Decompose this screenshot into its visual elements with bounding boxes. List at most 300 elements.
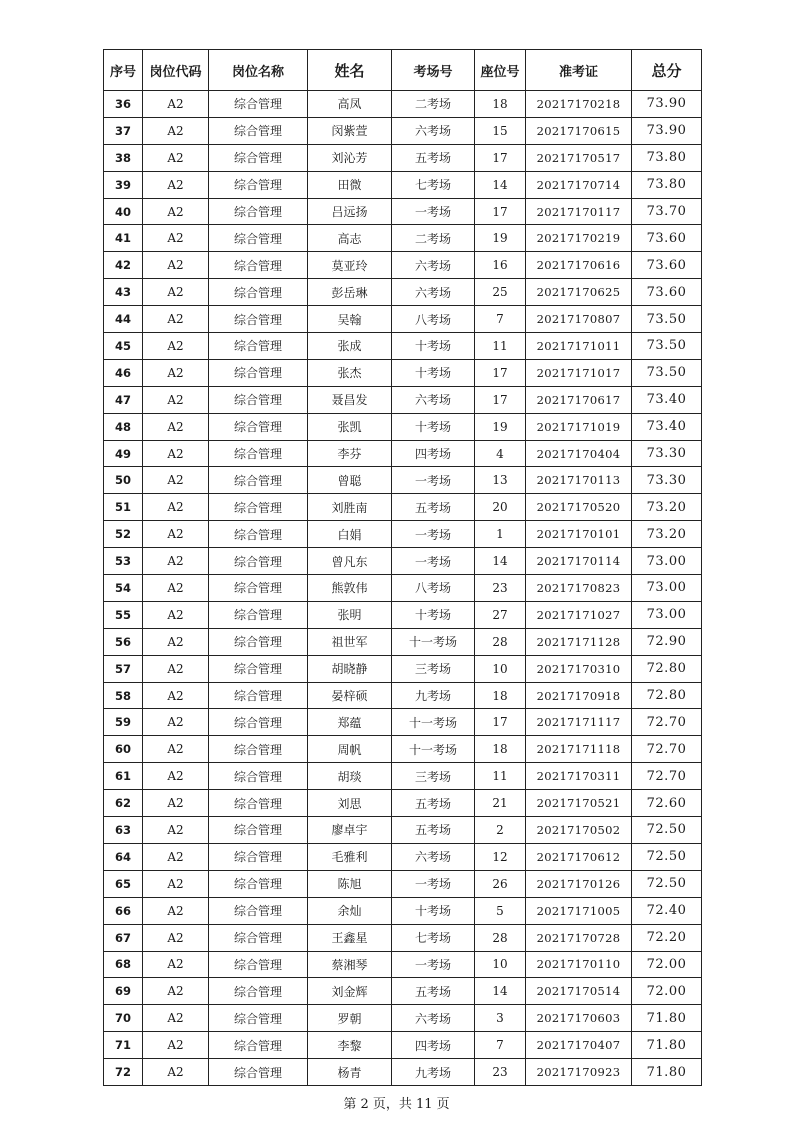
table-row — [104, 198, 702, 225]
score-cell: 73.20 — [632, 521, 702, 548]
seq-cell: 50 — [104, 467, 143, 494]
score-cell: 73.00 — [632, 601, 702, 628]
post-code-cell: A2 — [143, 628, 209, 655]
name-cell: 郑蕴 — [308, 709, 392, 736]
name-cell: 胡晓静 — [308, 655, 392, 682]
score-cell: 73.00 — [632, 575, 702, 602]
name-cell: 蔡湘琴 — [308, 951, 392, 978]
room-cell: 六考场 — [392, 1005, 475, 1032]
seq-cell: 48 — [104, 413, 143, 440]
room-cell: 五考场 — [392, 817, 475, 844]
name-cell: 张杰 — [308, 359, 392, 386]
seat-cell: 25 — [475, 279, 526, 306]
ticket-cell: 20217170404 — [526, 440, 632, 467]
ticket-cell: 20217170311 — [526, 763, 632, 790]
post-name-cell: 综合管理 — [209, 171, 308, 198]
post-code-cell: A2 — [143, 897, 209, 924]
room-cell: 一考场 — [392, 521, 475, 548]
post-code-cell: A2 — [143, 709, 209, 736]
room-cell: 七考场 — [392, 924, 475, 951]
seq-cell: 46 — [104, 359, 143, 386]
post-name-cell: 综合管理 — [209, 817, 308, 844]
ticket-cell: 20217170126 — [526, 870, 632, 897]
name-cell: 周帆 — [308, 736, 392, 763]
post-code-cell: A2 — [143, 521, 209, 548]
score-cell: 73.40 — [632, 386, 702, 413]
seq-cell: 70 — [104, 1005, 143, 1032]
post-code-cell: A2 — [143, 655, 209, 682]
room-cell: 四考场 — [392, 440, 475, 467]
name-cell: 张凯 — [308, 413, 392, 440]
score-cell: 71.80 — [632, 1005, 702, 1032]
score-cell: 73.50 — [632, 359, 702, 386]
name-cell: 刘沁芳 — [308, 144, 392, 171]
ticket-cell: 20217170114 — [526, 548, 632, 575]
seq-cell: 62 — [104, 790, 143, 817]
post-code-cell: A2 — [143, 171, 209, 198]
post-name-cell: 综合管理 — [209, 575, 308, 602]
name-cell: 熊敦伟 — [308, 575, 392, 602]
seq-cell: 65 — [104, 870, 143, 897]
table-row — [104, 817, 702, 844]
room-cell: 十一考场 — [392, 709, 475, 736]
name-cell: 聂昌发 — [308, 386, 392, 413]
name-cell: 余灿 — [308, 897, 392, 924]
room-cell: 五考场 — [392, 494, 475, 521]
room-cell: 八考场 — [392, 575, 475, 602]
room-cell: 十一考场 — [392, 628, 475, 655]
table-row — [104, 870, 702, 897]
post-code-cell: A2 — [143, 601, 209, 628]
table-row — [104, 548, 702, 575]
post-code-cell: A2 — [143, 1032, 209, 1059]
name-cell: 白娟 — [308, 521, 392, 548]
seat-cell: 28 — [475, 924, 526, 951]
seq-cell: 71 — [104, 1032, 143, 1059]
seat-cell: 17 — [475, 144, 526, 171]
name-cell: 闵紫萱 — [308, 117, 392, 144]
post-code-cell: A2 — [143, 467, 209, 494]
seat-cell: 23 — [475, 575, 526, 602]
post-name-cell: 综合管理 — [209, 91, 308, 118]
header-seq: 序号 — [104, 50, 143, 91]
ticket-cell: 20217170923 — [526, 1059, 632, 1086]
post-name-cell: 综合管理 — [209, 682, 308, 709]
name-cell: 张成 — [308, 333, 392, 360]
seq-cell: 60 — [104, 736, 143, 763]
room-cell: 六考场 — [392, 252, 475, 279]
seq-cell: 43 — [104, 279, 143, 306]
post-name-cell: 综合管理 — [209, 709, 308, 736]
name-cell: 田微 — [308, 171, 392, 198]
seat-cell: 26 — [475, 870, 526, 897]
post-name-cell: 综合管理 — [209, 978, 308, 1005]
seat-cell: 7 — [475, 306, 526, 333]
post-code-cell: A2 — [143, 548, 209, 575]
ticket-cell: 20217170728 — [526, 924, 632, 951]
ticket-cell: 20217171017 — [526, 359, 632, 386]
post-name-cell: 综合管理 — [209, 951, 308, 978]
room-cell: 六考场 — [392, 279, 475, 306]
score-cell: 72.70 — [632, 736, 702, 763]
seat-cell: 28 — [475, 628, 526, 655]
seat-cell: 17 — [475, 709, 526, 736]
ticket-cell: 20217170113 — [526, 467, 632, 494]
seq-cell: 72 — [104, 1059, 143, 1086]
score-cell: 73.40 — [632, 413, 702, 440]
seat-cell: 7 — [475, 1032, 526, 1059]
table-row — [104, 306, 702, 333]
seq-cell: 49 — [104, 440, 143, 467]
post-name-cell: 综合管理 — [209, 467, 308, 494]
post-code-cell: A2 — [143, 252, 209, 279]
post-name-cell: 综合管理 — [209, 897, 308, 924]
score-cell: 72.20 — [632, 924, 702, 951]
table-row — [104, 494, 702, 521]
table-row — [104, 1032, 702, 1059]
seat-cell: 10 — [475, 655, 526, 682]
ticket-cell: 20217170603 — [526, 1005, 632, 1032]
name-cell: 晏梓硕 — [308, 682, 392, 709]
table-row — [104, 763, 702, 790]
score-cell: 73.80 — [632, 144, 702, 171]
table-row — [104, 359, 702, 386]
seat-cell: 12 — [475, 843, 526, 870]
ticket-cell: 20217170625 — [526, 279, 632, 306]
room-cell: 十考场 — [392, 897, 475, 924]
ticket-cell: 20217171011 — [526, 333, 632, 360]
ticket-cell: 20217171118 — [526, 736, 632, 763]
name-cell: 杨青 — [308, 1059, 392, 1086]
score-cell: 71.80 — [632, 1032, 702, 1059]
seq-cell: 57 — [104, 655, 143, 682]
room-cell: 一考场 — [392, 198, 475, 225]
seq-cell: 58 — [104, 682, 143, 709]
table-row — [104, 601, 702, 628]
ticket-cell: 20217170714 — [526, 171, 632, 198]
room-cell: 十考场 — [392, 359, 475, 386]
seat-cell: 14 — [475, 171, 526, 198]
seat-cell: 14 — [475, 548, 526, 575]
post-name-cell: 综合管理 — [209, 763, 308, 790]
ticket-cell: 20217170615 — [526, 117, 632, 144]
ticket-cell: 20217170117 — [526, 198, 632, 225]
room-cell: 八考场 — [392, 306, 475, 333]
post-name-cell: 综合管理 — [209, 252, 308, 279]
ticket-cell: 20217170310 — [526, 655, 632, 682]
seat-cell: 27 — [475, 601, 526, 628]
header-post-code: 岗位代码 — [143, 50, 209, 91]
post-code-cell: A2 — [143, 682, 209, 709]
table-row — [104, 91, 702, 118]
seat-cell: 19 — [475, 413, 526, 440]
score-cell: 72.90 — [632, 628, 702, 655]
table-row — [104, 978, 702, 1005]
post-code-cell: A2 — [143, 843, 209, 870]
seq-cell: 41 — [104, 225, 143, 252]
post-code-cell: A2 — [143, 279, 209, 306]
seq-cell: 51 — [104, 494, 143, 521]
room-cell: 五考场 — [392, 790, 475, 817]
name-cell: 刘思 — [308, 790, 392, 817]
seq-cell: 54 — [104, 575, 143, 602]
post-code-cell: A2 — [143, 1005, 209, 1032]
seq-cell: 66 — [104, 897, 143, 924]
ticket-cell: 20217170219 — [526, 225, 632, 252]
table-row — [104, 117, 702, 144]
seq-cell: 37 — [104, 117, 143, 144]
name-cell: 曾凡东 — [308, 548, 392, 575]
post-name-cell: 综合管理 — [209, 117, 308, 144]
post-name-cell: 综合管理 — [209, 843, 308, 870]
table-row — [104, 709, 702, 736]
room-cell: 九考场 — [392, 682, 475, 709]
table-row — [104, 736, 702, 763]
post-name-cell: 综合管理 — [209, 144, 308, 171]
post-code-cell: A2 — [143, 440, 209, 467]
name-cell: 吴翰 — [308, 306, 392, 333]
name-cell: 莫亚玲 — [308, 252, 392, 279]
table-row — [104, 790, 702, 817]
seq-cell: 42 — [104, 252, 143, 279]
seq-cell: 36 — [104, 91, 143, 118]
name-cell: 曾聪 — [308, 467, 392, 494]
room-cell: 一考场 — [392, 951, 475, 978]
name-cell: 陈旭 — [308, 870, 392, 897]
room-cell: 六考场 — [392, 386, 475, 413]
ticket-cell: 20217170514 — [526, 978, 632, 1005]
post-code-cell: A2 — [143, 978, 209, 1005]
name-cell: 王鑫星 — [308, 924, 392, 951]
seq-cell: 64 — [104, 843, 143, 870]
post-name-cell: 综合管理 — [209, 333, 308, 360]
table-body — [104, 91, 702, 1086]
name-cell: 罗朝 — [308, 1005, 392, 1032]
seat-cell: 4 — [475, 440, 526, 467]
header-room: 考场号 — [392, 50, 475, 91]
score-cell: 72.60 — [632, 790, 702, 817]
seq-cell: 53 — [104, 548, 143, 575]
seat-cell: 10 — [475, 951, 526, 978]
seq-cell: 52 — [104, 521, 143, 548]
ticket-cell: 20217170807 — [526, 306, 632, 333]
score-cell: 73.30 — [632, 467, 702, 494]
score-table — [103, 49, 702, 1086]
name-cell: 李芬 — [308, 440, 392, 467]
table-row — [104, 897, 702, 924]
post-name-cell: 综合管理 — [209, 924, 308, 951]
room-cell: 九考场 — [392, 1059, 475, 1086]
table-header-row — [104, 50, 702, 91]
post-name-cell: 综合管理 — [209, 386, 308, 413]
seq-cell: 59 — [104, 709, 143, 736]
post-name-cell: 综合管理 — [209, 1032, 308, 1059]
table-row — [104, 467, 702, 494]
table-row — [104, 252, 702, 279]
table-row — [104, 225, 702, 252]
name-cell: 张明 — [308, 601, 392, 628]
post-code-cell: A2 — [143, 386, 209, 413]
seq-cell: 44 — [104, 306, 143, 333]
table-row — [104, 440, 702, 467]
table-row — [104, 951, 702, 978]
ticket-cell: 20217171128 — [526, 628, 632, 655]
seat-cell: 15 — [475, 117, 526, 144]
table-row — [104, 521, 702, 548]
post-name-cell: 综合管理 — [209, 306, 308, 333]
name-cell: 廖卓宇 — [308, 817, 392, 844]
post-code-cell: A2 — [143, 817, 209, 844]
page-footer: 第 2 页，共 11 页 — [343, 1097, 450, 1112]
seq-cell: 47 — [104, 386, 143, 413]
seat-cell: 19 — [475, 225, 526, 252]
seq-cell: 38 — [104, 144, 143, 171]
table-row — [104, 413, 702, 440]
seq-cell: 63 — [104, 817, 143, 844]
post-code-cell: A2 — [143, 575, 209, 602]
score-cell: 72.70 — [632, 709, 702, 736]
ticket-cell: 20217170517 — [526, 144, 632, 171]
seq-cell: 67 — [104, 924, 143, 951]
seat-cell: 18 — [475, 682, 526, 709]
seat-cell: 13 — [475, 467, 526, 494]
table-row — [104, 1005, 702, 1032]
score-cell: 73.50 — [632, 333, 702, 360]
post-name-cell: 综合管理 — [209, 628, 308, 655]
table-row — [104, 575, 702, 602]
score-cell: 73.90 — [632, 91, 702, 118]
score-table-container — [103, 49, 701, 1086]
seat-cell: 20 — [475, 494, 526, 521]
room-cell: 一考场 — [392, 870, 475, 897]
ticket-cell: 20217171005 — [526, 897, 632, 924]
room-cell: 五考场 — [392, 144, 475, 171]
seat-cell: 11 — [475, 333, 526, 360]
room-cell: 二考场 — [392, 225, 475, 252]
seat-cell: 16 — [475, 252, 526, 279]
name-cell: 吕远扬 — [308, 198, 392, 225]
seq-cell: 68 — [104, 951, 143, 978]
ticket-cell: 20217170502 — [526, 817, 632, 844]
name-cell: 高凤 — [308, 91, 392, 118]
ticket-cell: 20217170918 — [526, 682, 632, 709]
score-cell: 73.60 — [632, 279, 702, 306]
seat-cell: 5 — [475, 897, 526, 924]
score-cell: 72.00 — [632, 951, 702, 978]
seq-cell: 39 — [104, 171, 143, 198]
room-cell: 三考场 — [392, 763, 475, 790]
header-ticket: 准考证 — [526, 50, 632, 91]
header-seat: 座位号 — [475, 50, 526, 91]
name-cell: 高志 — [308, 225, 392, 252]
post-code-cell: A2 — [143, 951, 209, 978]
post-code-cell: A2 — [143, 494, 209, 521]
seq-cell: 45 — [104, 333, 143, 360]
ticket-cell: 20217170110 — [526, 951, 632, 978]
score-cell: 73.00 — [632, 548, 702, 575]
score-cell: 73.60 — [632, 225, 702, 252]
ticket-cell: 20217171027 — [526, 601, 632, 628]
room-cell: 一考场 — [392, 467, 475, 494]
post-code-cell: A2 — [143, 144, 209, 171]
seat-cell: 17 — [475, 386, 526, 413]
seat-cell: 23 — [475, 1059, 526, 1086]
ticket-cell: 20217170617 — [526, 386, 632, 413]
score-cell: 73.60 — [632, 252, 702, 279]
ticket-cell: 20217171019 — [526, 413, 632, 440]
score-cell: 72.70 — [632, 763, 702, 790]
room-cell: 四考场 — [392, 1032, 475, 1059]
header-total: 总分 — [632, 50, 702, 91]
seat-cell: 14 — [475, 978, 526, 1005]
seq-cell: 69 — [104, 978, 143, 1005]
name-cell: 祖世军 — [308, 628, 392, 655]
room-cell: 三考场 — [392, 655, 475, 682]
score-cell: 72.50 — [632, 843, 702, 870]
post-name-cell: 综合管理 — [209, 655, 308, 682]
table-row — [104, 843, 702, 870]
post-code-cell: A2 — [143, 790, 209, 817]
post-name-cell: 综合管理 — [209, 548, 308, 575]
header-post-name: 岗位名称 — [209, 50, 308, 91]
table-row — [104, 333, 702, 360]
name-cell: 胡琰 — [308, 763, 392, 790]
post-name-cell: 综合管理 — [209, 225, 308, 252]
room-cell: 七考场 — [392, 171, 475, 198]
score-cell: 73.20 — [632, 494, 702, 521]
post-code-cell: A2 — [143, 413, 209, 440]
post-name-cell: 综合管理 — [209, 1059, 308, 1086]
seq-cell: 40 — [104, 198, 143, 225]
ticket-cell: 20217170520 — [526, 494, 632, 521]
table-row — [104, 386, 702, 413]
score-cell: 72.00 — [632, 978, 702, 1005]
room-cell: 六考场 — [392, 117, 475, 144]
ticket-cell: 20217170218 — [526, 91, 632, 118]
seq-cell: 56 — [104, 628, 143, 655]
post-code-cell: A2 — [143, 1059, 209, 1086]
table-row — [104, 279, 702, 306]
ticket-cell: 20217170616 — [526, 252, 632, 279]
room-cell: 一考场 — [392, 548, 475, 575]
table-row — [104, 628, 702, 655]
seat-cell: 18 — [475, 91, 526, 118]
room-cell: 十考场 — [392, 413, 475, 440]
score-cell: 73.80 — [632, 171, 702, 198]
post-name-cell: 综合管理 — [209, 198, 308, 225]
post-code-cell: A2 — [143, 736, 209, 763]
score-cell: 72.40 — [632, 897, 702, 924]
post-code-cell: A2 — [143, 870, 209, 897]
post-name-cell: 综合管理 — [209, 521, 308, 548]
seat-cell: 21 — [475, 790, 526, 817]
post-name-cell: 综合管理 — [209, 279, 308, 306]
room-cell: 六考场 — [392, 843, 475, 870]
post-name-cell: 综合管理 — [209, 870, 308, 897]
ticket-cell: 20217170101 — [526, 521, 632, 548]
score-cell: 73.90 — [632, 117, 702, 144]
seat-cell: 11 — [475, 763, 526, 790]
table-row — [104, 144, 702, 171]
name-cell: 刘金辉 — [308, 978, 392, 1005]
seq-cell: 55 — [104, 601, 143, 628]
post-code-cell: A2 — [143, 198, 209, 225]
seat-cell: 1 — [475, 521, 526, 548]
post-code-cell: A2 — [143, 225, 209, 252]
post-code-cell: A2 — [143, 117, 209, 144]
ticket-cell: 20217170407 — [526, 1032, 632, 1059]
post-code-cell: A2 — [143, 763, 209, 790]
